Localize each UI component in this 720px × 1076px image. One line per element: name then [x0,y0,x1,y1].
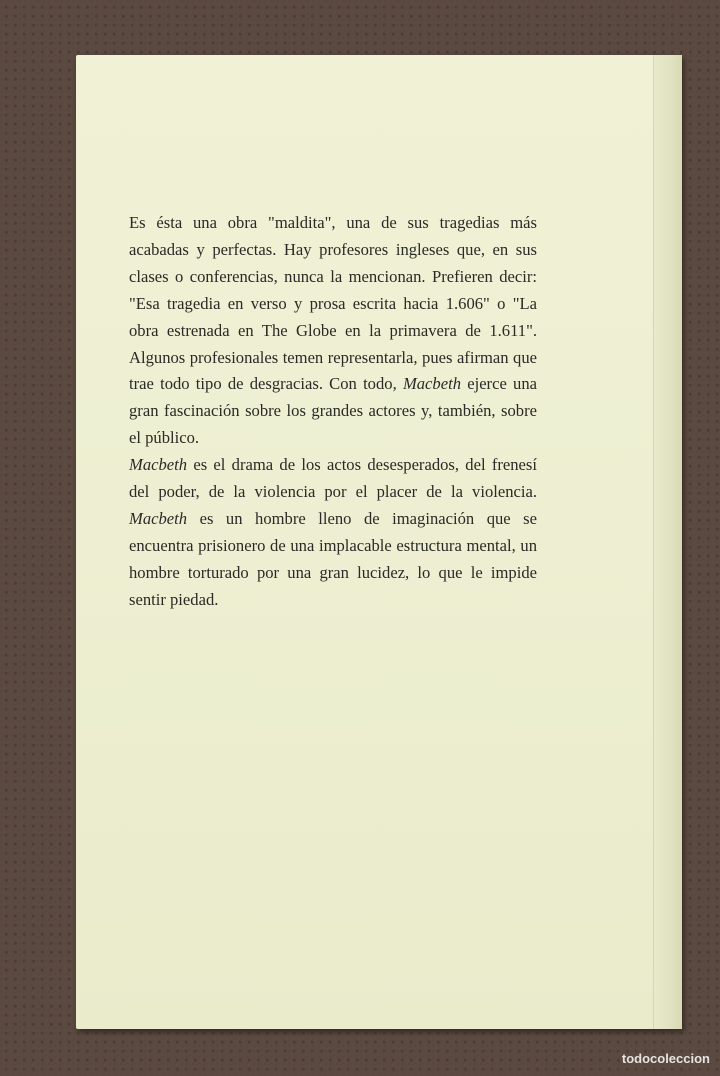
book-spine [653,55,682,1029]
blurb-paragraph-2: Macbeth es el drama de los actos desesperados, del frenesí del poder, de la violencia por el placer de la violencia. Macbeth es un hombre lleno de imaginación que se encuentra prisionero de una implacable estructura mental, un hombre torturado por una gran lucidez, lo que le impide sentir piedad. [129,455,537,609]
watermark: todocoleccion [621,1051,710,1066]
back-cover-blurb [129,210,537,614]
blurb-paragraph-1: Es ésta una obra "maldita", una de sus tragedias más acabadas y perfectas. Hay profesores ingleses que, en sus clases o conferencias, nunca la mencionan. Prefieren decir: "Esa tragedia en verso y prosa escrita hacia 1.606" o "La obra estrenada en The Globe en la primavera de 1.611". Algunos profesionales temen representarla, pues afirman que trae todo tipo de desgracias. Con todo, Macbeth ejerce una gran fascinación sobre los grandes actores y, también, sobre el público. [129,213,537,448]
